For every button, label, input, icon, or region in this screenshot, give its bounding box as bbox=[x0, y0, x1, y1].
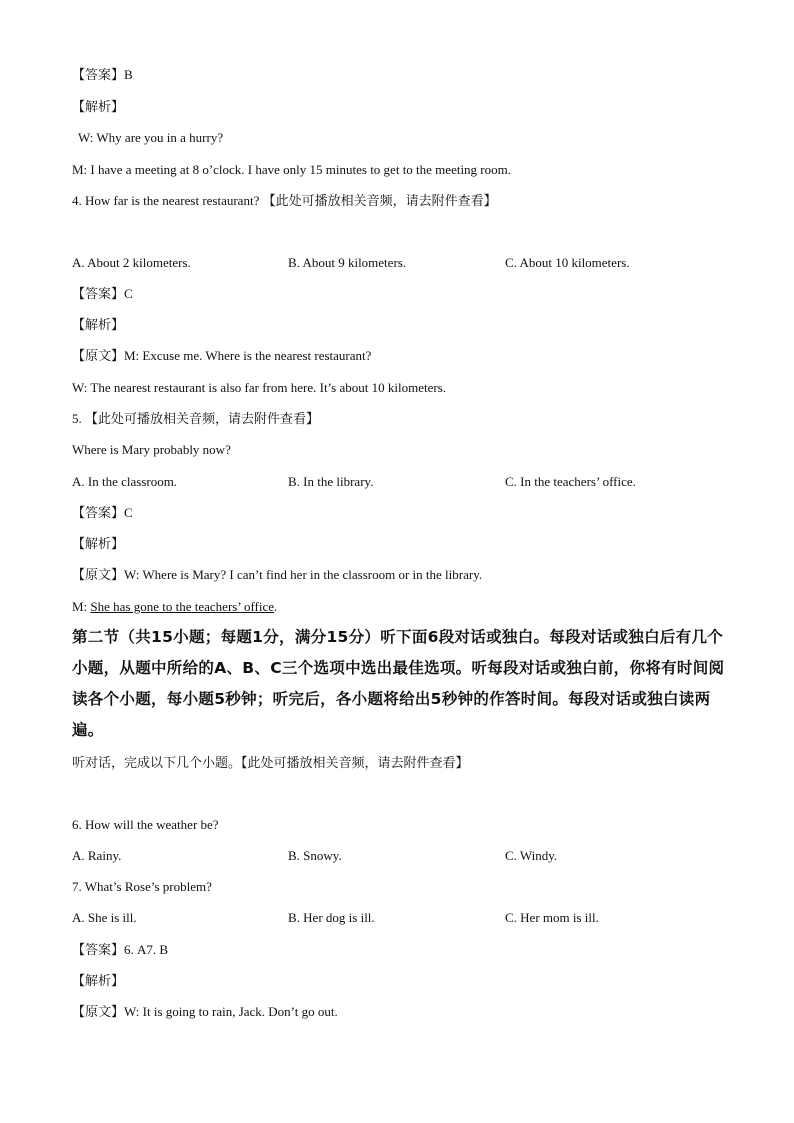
option-a: A. She is ill. bbox=[72, 910, 137, 925]
option-c: C. Her mom is ill. bbox=[505, 910, 599, 925]
dialogue-line: W: The nearest restaurant is also far from here. It’s about 10 kilometers. bbox=[72, 380, 446, 395]
transcript-line: 【原文】W: Where is Mary? I can’t find her in the classroom or in the library. bbox=[72, 567, 483, 582]
option-a: A. In the classroom. bbox=[72, 474, 178, 489]
option-b: B. In the library. bbox=[288, 474, 374, 489]
question-4: 4. How far is the nearest restaurant? 【此处可播放相关音频，请去附件查看】 bbox=[72, 193, 497, 208]
question-6: 6. How will the weather be? bbox=[72, 817, 219, 832]
transcript-line: 【原文】M: Excuse me. Where is the nearest restaurant? bbox=[72, 348, 372, 363]
option-c: C. In the teachers’ office. bbox=[505, 474, 636, 489]
question-7: 7. What’s Rose’s problem? bbox=[72, 879, 212, 894]
listening-instruction: 听对话，完成以下几个小题。【此处可播放相关音频，请去附件查看】 bbox=[72, 755, 469, 770]
answer-label: 【答案】C bbox=[72, 505, 133, 520]
option-c: C. Windy. bbox=[505, 848, 558, 863]
analysis-label: 【解析】 bbox=[72, 99, 125, 114]
option-a: A. Rainy. bbox=[72, 848, 122, 863]
answer-label: 【答案】6. A7. B bbox=[72, 942, 169, 957]
question-5-text: Where is Mary probably now? bbox=[72, 442, 231, 457]
dialogue-line: M: I have a meeting at 8 o’clock. I have only 15 minutes to get to the meeting room. bbox=[72, 162, 511, 177]
dialogue-line bbox=[72, 599, 277, 615]
analysis-label: 【解析】 bbox=[72, 317, 125, 332]
dialogue-line: W: Why are you in a hurry? bbox=[78, 130, 224, 145]
option-a: A. About 2 kilometers. bbox=[72, 255, 191, 270]
answer-label: 【答案】B bbox=[72, 67, 133, 82]
section-two-instructions: 第二节（共15小题；每题1分，满分15分）听下面6段对话或独白。每段对话或独白后有几个小题，从题中所给的A、B、C三个选项中选出最佳选项。听每段对话或独白前，你将有时间阅读各个小题，每小题5秒钟；听完后，各小题将给出5秒钟的作答时间。每段对话或独白读两遍。 bbox=[72, 628, 725, 739]
option-b: B. Snowy. bbox=[288, 848, 342, 863]
punctuation: . bbox=[274, 599, 278, 614]
option-b: B. About 9 kilometers. bbox=[288, 255, 407, 270]
transcript-line: 【原文】W: It is going to rain, Jack. Don’t go out. bbox=[72, 1004, 338, 1019]
analysis-label: 【解析】 bbox=[72, 536, 125, 551]
analysis-label: 【解析】 bbox=[72, 973, 125, 988]
answer-label: 【答案】C bbox=[72, 286, 133, 301]
speaker-prefix: M: bbox=[72, 599, 91, 614]
underlined-answer: She has gone to the teachers’ office bbox=[90, 599, 275, 614]
question-5: 5. 【此处可播放相关音频，请去附件查看】 bbox=[72, 411, 320, 426]
option-c: C. About 10 kilometers. bbox=[505, 255, 630, 270]
option-b: B. Her dog is ill. bbox=[288, 910, 375, 925]
